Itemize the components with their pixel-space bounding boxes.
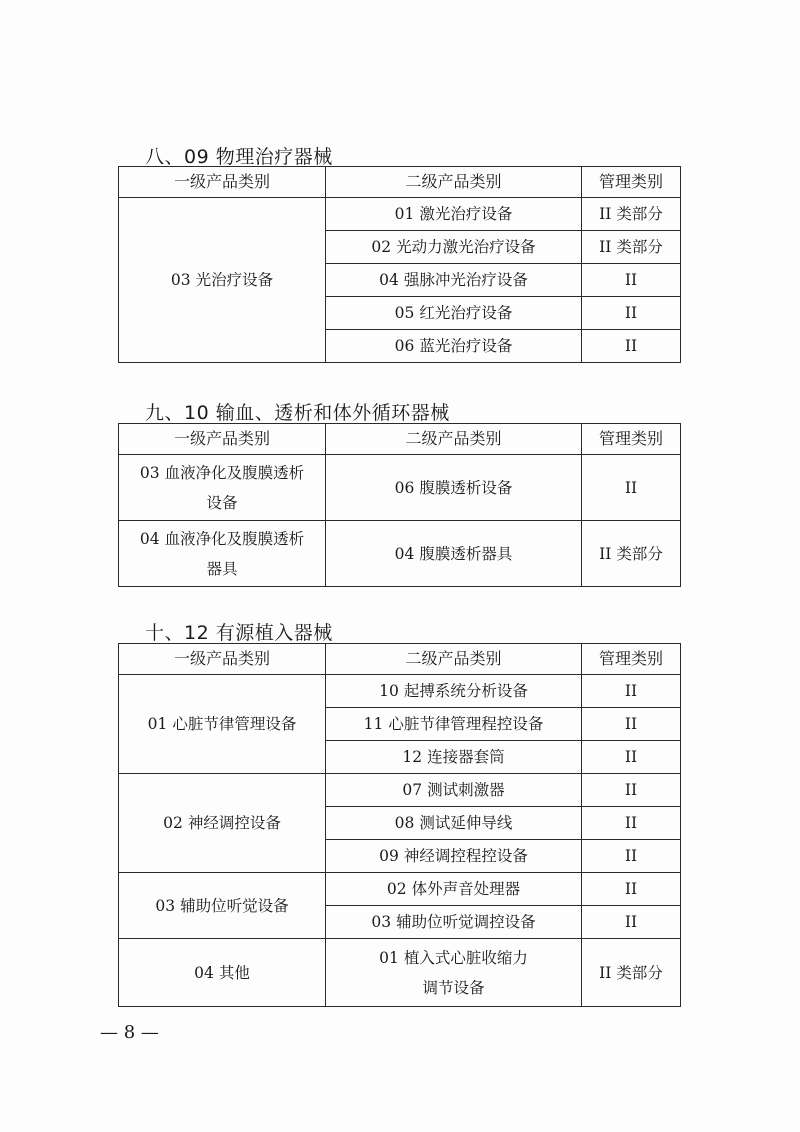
management-class-cell: II xyxy=(582,774,681,807)
management-class-cell: II xyxy=(582,297,681,330)
header-category-1: 一级产品类别 xyxy=(119,424,326,455)
primary-category-cell: 04 其他 xyxy=(119,939,326,1007)
header-management: 管理类别 xyxy=(582,424,681,455)
section-title: 十、12 有源植入器械 xyxy=(145,622,333,644)
page-number: — 8 — xyxy=(100,1022,159,1043)
secondary-category-cell: 04 强脉冲光治疗设备 xyxy=(326,264,582,297)
section-title: 八、09 物理治疗器械 xyxy=(145,146,333,168)
item-line: 01 植入式心脏收缩力 xyxy=(379,948,528,967)
secondary-category-cell: 12 连接器套筒 xyxy=(326,741,582,774)
secondary-category-cell: 04 腹膜透析器具 xyxy=(326,521,582,587)
table-row xyxy=(119,774,681,807)
category-line: 04 血液净化及腹膜透析 xyxy=(139,529,305,548)
secondary-category-cell: 05 红光治疗设备 xyxy=(326,297,582,330)
management-class-cell: II 类部分 xyxy=(582,521,681,587)
management-class-cell: II 类部分 xyxy=(582,939,681,1007)
secondary-category-cell: 07 测试刺激器 xyxy=(326,774,582,807)
secondary-category-cell: 03 辅助位听觉调控设备 xyxy=(326,906,582,939)
table-row xyxy=(119,939,681,1007)
header-category-1: 一级产品类别 xyxy=(119,644,326,675)
table-row xyxy=(119,455,681,521)
table-header-row xyxy=(119,424,681,455)
secondary-category-cell: 02 光动力激光治疗设备 xyxy=(326,231,582,264)
category-line: 器具 xyxy=(206,559,238,578)
secondary-category-cell: 10 起搏系统分析设备 xyxy=(326,675,582,708)
product-table xyxy=(118,423,681,587)
header-category-2: 二级产品类别 xyxy=(326,644,582,675)
header-category-2: 二级产品类别 xyxy=(326,167,582,198)
primary-category-cell: 02 神经调控设备 xyxy=(119,774,326,873)
table-header-row xyxy=(119,167,681,198)
management-class-cell: II xyxy=(582,741,681,774)
management-class-cell: II 类部分 xyxy=(582,198,681,231)
table-row xyxy=(119,521,681,587)
secondary-category-cell xyxy=(326,939,582,1007)
primary-category-cell xyxy=(119,455,326,521)
header-category-1: 一级产品类别 xyxy=(119,167,326,198)
primary-category-cell: 01 心脏节律管理设备 xyxy=(119,675,326,774)
secondary-category-cell: 09 神经调控程控设备 xyxy=(326,840,582,873)
header-management: 管理类别 xyxy=(582,644,681,675)
primary-category-cell: 03 辅助位听觉设备 xyxy=(119,873,326,939)
management-class-cell: II xyxy=(582,264,681,297)
table-row xyxy=(119,198,681,231)
product-table xyxy=(118,643,681,1007)
category-line: 03 血液净化及腹膜透析 xyxy=(139,463,305,482)
table-row xyxy=(119,873,681,906)
secondary-category-cell: 08 测试延伸导线 xyxy=(326,807,582,840)
management-class-cell: II xyxy=(582,807,681,840)
table-row xyxy=(119,675,681,708)
management-class-cell: II xyxy=(582,675,681,708)
secondary-category-cell: 06 蓝光治疗设备 xyxy=(326,330,582,363)
management-class-cell: II 类部分 xyxy=(582,231,681,264)
management-class-cell: II xyxy=(582,708,681,741)
secondary-category-cell: 01 激光治疗设备 xyxy=(326,198,582,231)
table-header-row xyxy=(119,644,681,675)
management-class-cell: II xyxy=(582,455,681,521)
header-management: 管理类别 xyxy=(582,167,681,198)
secondary-category-cell: 06 腹膜透析设备 xyxy=(326,455,582,521)
secondary-category-cell: 11 心脏节律管理程控设备 xyxy=(326,708,582,741)
primary-category-cell: 03 光治疗设备 xyxy=(119,198,326,363)
item-line: 调节设备 xyxy=(422,978,485,997)
management-class-cell: II xyxy=(582,906,681,939)
management-class-cell: II xyxy=(582,873,681,906)
management-class-cell: II xyxy=(582,330,681,363)
primary-category-cell xyxy=(119,521,326,587)
secondary-category-cell: 02 体外声音处理器 xyxy=(326,873,582,906)
header-category-2: 二级产品类别 xyxy=(326,424,582,455)
section-title: 九、10 输血、透析和体外循环器械 xyxy=(145,402,450,424)
category-line: 设备 xyxy=(206,493,238,512)
product-table xyxy=(118,166,681,363)
management-class-cell: II xyxy=(582,840,681,873)
